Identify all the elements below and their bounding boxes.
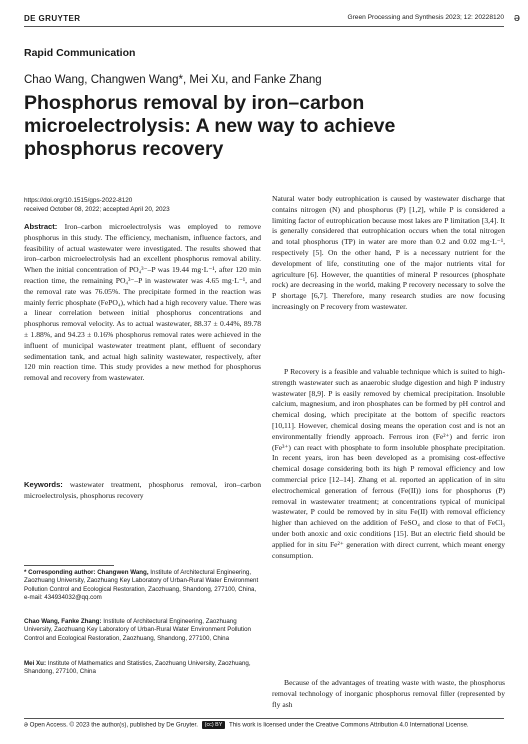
- open-access-icon: ə: [24, 721, 28, 729]
- footnote-divider: [24, 565, 114, 566]
- body-paragraph-2: P Recovery is a feasible and valuable technique which is suited to high-strength wastewater such as anaerobic sludge digestion and high P industry wastewater [8,9]. P is easily removed by chemical precipitation. Insoluble calcium, magnesium, and iron phosphates can be formed by pH control and chemical dosing, which precipitate at the bottom of specific reactors [10,11]. However, chemical dosing means the operation cost and is not an environmentally friendly approach. Ferrous iron (Fe²⁺) and ferric iron (Fe³⁺) can react with phosphate to form insoluble phosphate precipitation. In recent years, iron has been developed as a promising cost-effective chemical dosage considering both its high P removal efficiency and low commercial price [12–14]. Zhang et al. reported an application of in situ electrochemical generation of ferrous (Fe(II)) ions for phosphorus (P) removal in wastewater treatment; at concentrations typical of municipal wastewater, P could be removed by in situ Fe(II) with removal efficiency higher than achieved on the addition of FeSO₄ and close to that of FeCl₃ under both anoxic and oxic conditions [15]. But an electric field should be applied for in situ Fe²⁺ generation with direct current, which meant energy consumption.: [272, 367, 505, 560]
- header-divider: [24, 26, 504, 27]
- body-paragraph-3: Because of the advantages of treating waste with waste, the phosphorus removal technology of inorganic phosphorus removal filler (represented by fly ash: [272, 678, 505, 709]
- footer-divider: [24, 718, 504, 719]
- corresponding-author-affiliation: Institute of Architectural Engineering, Zaozhuang University, Zaozhuang Key Laboratory of Urban-Rural Water Environment Pollution Control and Ecological Restoration, Zaozhuang, Shandong, 277100, China, e-mail: 434934032@qq.com: [24, 569, 259, 602]
- affiliation-author-label-2: Mei Xu:: [24, 660, 47, 667]
- doi-link[interactable]: https://doi.org/10.1515/gps-2022-8120: [24, 197, 133, 204]
- author-affiliation-note-2: [24, 660, 261, 677]
- cc-by-license-icon[interactable]: (cc) BY: [202, 721, 226, 729]
- author-affiliation-note: [24, 618, 261, 643]
- open-access-statement: Open Access. © 2023 the author(s), published by De Gruyter.: [29, 721, 198, 729]
- open-access-icon: ə: [513, 12, 520, 24]
- affiliation-text: Institute of Architectural Engineering, Zaozhuang University, Zaozhuang Key Laboratory of Urban-Rural Water Environment Pollution Control and Ecological Restoration, Zaozhuang, Shandong, 277100, China: [24, 618, 251, 642]
- body-paragraph-1: Natural water body eutrophication is caused by wastewater discharge that contains nitrogen (N) and phosphorus (P) [1,2], while P is considered a limiting factor of eutrophication because most lakes are P limitation [3,4]. It is generally considered that eutrophication occurs when the total nitrogen and total phosphorus (TP) in water are more than 0.2 and 0.02 mg·L⁻¹, respectively [5]. On the other hand, P is a necessary nutrient for the development of life, constituting one of the major nutrients vital for agriculture [6]. However, the quantities of mineral P resources (phosphate rock) are decreasing in the world, making P recovery necessary to solve the P shortage [6,7]. Therefore, many research studies are now focusing increasingly on P recovery from wastewater.: [272, 194, 505, 311]
- publisher-name: DE GRUYTER: [24, 14, 81, 23]
- journal-citation: Green Processing and Synthesis 2023; 12: 20228120: [347, 14, 504, 21]
- author-list: Chao Wang, Changwen Wang*, Mei Xu, and Fanke Zhang: [24, 74, 322, 86]
- article-type: Rapid Communication: [24, 47, 136, 59]
- article-dates: received October 08, 2022; accepted April 20, 2023: [24, 206, 170, 213]
- keywords: [24, 480, 261, 502]
- keywords-text: wastewater treatment, phosphorus removal, iron–carbon microelectrolysis, phosphorus recovery: [24, 480, 261, 500]
- corresponding-author-label: * Corresponding author: Changwen Wang,: [24, 569, 149, 576]
- abstract-text: Iron–carbon microelectrolysis was employed to remove phosphorus in this study. The efficiency, mechanism, influence factors, and feasibility of actual wastewater were investigated. The results showed that iron–carbon microelectrolysis had an excellent phosphorus removal ability. When the initial concentration of PO₄³⁻–P was 19.44 mg·L⁻¹, after 120 min reaction time, the remaining PO₄³⁻–P in wastewater was 4.65 mg·L⁻¹, and the removal rate was 76.05%. The precipitate formed in the reaction was mainly ferric phosphate (FePO₄), which had a high recovery value. There was a linear correlation between initial phosphorus concentrations and phosphorus removal velocity. As to actual wastewater, 88.37 ± 0.44%, 89.78 ± 1.88%, and 94.23 ± 0.16% phosphorus removal rates were achieved in the influent of municipal wastewater treatment plant, effluent of secondary sedimentation tank, and actual high salinity wastewater, respectively, after 120 min reaction time. This study provides a new method for phosphorus removal and recovery from wastewater.: [24, 222, 262, 383]
- abstract-label: Abstract:: [24, 222, 58, 231]
- license-footer: [24, 721, 514, 730]
- keywords-label: Keywords:: [24, 480, 63, 489]
- affiliation-authors-label: Chao Wang, Fanke Zhang:: [24, 618, 102, 625]
- affiliation-text-2: Institute of Mathematics and Statistics, Zaozhuang University, Zaozhuang, Shandong, 277100, China: [24, 660, 251, 676]
- corresponding-author-note: [24, 569, 261, 603]
- article-title: Phosphorus removal by iron–carbon microelectrolysis: A new way to achieve phosphorus recovery: [24, 92, 396, 160]
- abstract: [24, 222, 261, 384]
- license-statement: This work is licensed under the Creative Commons Attribution 4.0 International License.: [228, 721, 469, 729]
